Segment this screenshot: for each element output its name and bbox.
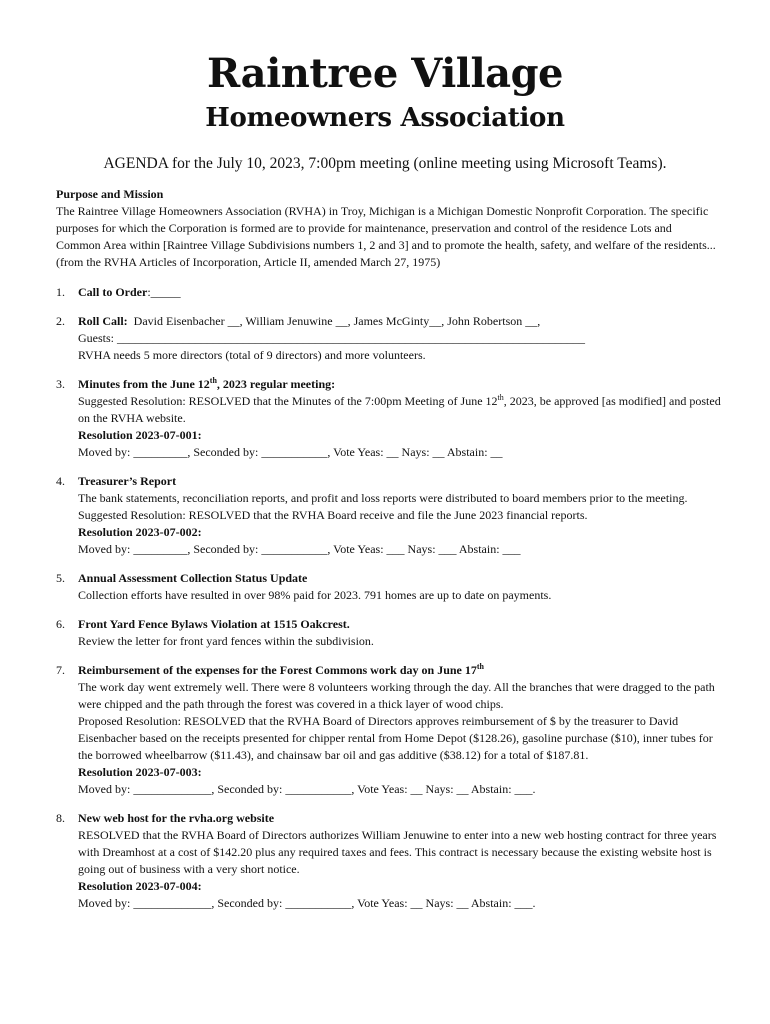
item-text: The work day went extremely well. There were 8 volunteers working through the day. All the branches that were dragged to the path were chipped and the path through the forest was covered in a thick layer of wood chips.: [78, 680, 715, 711]
resolution-label: Resolution 2023-07-004:: [78, 879, 202, 893]
vote-line: Moved by: _________, Seconded by: ___________, Vote Yeas: ___ Nays: ___ Abstain: ___: [78, 542, 521, 556]
agenda-item-reimbursement: [56, 662, 721, 798]
item-text: The bank statements, reconciliation reports, and profit and loss reports were distributed to board members prior to the meeting.: [78, 491, 688, 505]
item-heading: Roll Call:: [78, 314, 128, 328]
item-number: 1.: [56, 285, 65, 299]
roll-call-names: David Eisenbacher __, William Jenuwine __, James McGinty__, John Robertson __,: [127, 314, 541, 328]
purpose-text: The Raintree Village Homeowners Association (RVHA) in Troy, Michigan is a Michigan Domestic Nonprofit Corporation. The specific purposes for which the Corporation is formed are to provide for maintenance, preservation and control of the residence Lots and Common Area within [Raintree Village Subdivisions numbers 1, 2 and 3] and to promote the health, safety, and welfare of the residents... (from the RVHA Articles of Incorporation, Article II, amended March 27, 1975): [56, 204, 716, 269]
item-number: 6.: [56, 617, 65, 631]
resolution-label: Resolution 2023-07-002:: [78, 525, 202, 539]
agenda-item-minutes: [56, 376, 721, 461]
purpose-heading: Purpose and Mission: [56, 187, 164, 201]
agenda-line: AGENDA for the July 10, 2023, 7:00pm meeting (online meeting using Microsoft Teams).: [103, 155, 667, 172]
heading-superscript: th: [476, 662, 484, 671]
item-heading: Front Yard Fence Bylaws Violation at 1515 Oakcrest.: [78, 617, 350, 631]
item-heading: Treasurer’s Report: [78, 474, 177, 488]
item-number: 4.: [56, 474, 65, 488]
agenda-item-assessment-status: [56, 570, 721, 604]
suggested-resolution: Suggested Resolution: RESOLVED that the Minutes of the 7:00pm Meeting of June 12: [78, 394, 498, 408]
item-number: 2.: [56, 314, 65, 328]
heading-superscript: th: [209, 376, 217, 385]
agenda-item-roll-call: [56, 313, 721, 364]
proposed-resolution: Proposed Resolution: RESOLVED that the RVHA Board of Directors approves reimbursement of $ by the treasurer to David Eisenbacher based on the receipts presented for chipper rental from Home Depot ($128.26), gasoline purchase ($10), inner tubes for the borrowed wheelbarrow ($11.43), and chainsaw bar oil and gas additive ($38.12) for a total of $187.81.: [78, 714, 713, 762]
item-heading: Call to Order: [78, 285, 148, 299]
directors-note: RVHA needs 5 more directors (total of 9 directors) and more volunteers.: [78, 348, 426, 362]
resolution-label: Resolution 2023-07-001:: [78, 428, 202, 442]
vote-line: Moved by: _____________, Seconded by: ___________, Vote Yeas: __ Nays: __ Abstain: ___.: [78, 896, 536, 910]
item-text: Collection efforts have resulted in over 98% paid for 2023. 791 homes are up to date on payments.: [78, 588, 552, 602]
agenda-item-web-host: [56, 810, 721, 912]
item-number: 3.: [56, 377, 65, 391]
item-text: RESOLVED that the RVHA Board of Directors authorizes William Jenuwine to enter into a new web hosting contract for three years with Dreamhost at a cost of $142.20 plus any required taxes and fees. This contract is necessary because the existing website host is going out of business with a very short notice.: [78, 828, 717, 876]
suggested-resolution-end: , 2023, be approved [as modified] and posted on the RVHA website.: [78, 394, 721, 425]
suggested-resolution: Suggested Resolution: RESOLVED that the RVHA Board receive and file the June 2023 financial reports.: [78, 508, 588, 522]
document-subtitle: Homeowners Association: [205, 103, 565, 133]
item-number: 8.: [56, 811, 65, 825]
item-heading: Annual Assessment Collection Status Update: [78, 571, 308, 585]
agenda-item-treasurer-report: [56, 473, 721, 558]
item-heading: Reimbursement of the expenses for the Forest Commons work day on June 17: [78, 663, 477, 677]
item-heading: New web host for the rvha.org website: [78, 811, 275, 825]
agenda-item-fence-violation: [56, 616, 721, 650]
document-title: Raintree Village: [207, 50, 563, 97]
item-blank: :_____: [147, 285, 181, 299]
vote-line: Moved by: _____________, Seconded by: ___________, Vote Yeas: __ Nays: __ Abstain: ___.: [78, 782, 536, 796]
item-text: Review the letter for front yard fences within the subdivision.: [78, 634, 374, 648]
item-heading-end: , 2023 regular meeting:: [216, 377, 336, 391]
item-heading: Minutes from the June 12: [78, 377, 210, 391]
purpose-section: [56, 186, 716, 271]
guests-line: Guests: ______________________________________________________________________________: [78, 331, 585, 345]
agenda-item-call-to-order: [56, 284, 721, 301]
item-number: 7.: [56, 663, 65, 677]
item-number: 5.: [56, 571, 65, 585]
agenda-items: [56, 284, 721, 924]
resolution-superscript: th: [497, 393, 504, 402]
vote-line: Moved by: _________, Seconded by: ___________, Vote Yeas: __ Nays: __ Abstain: __: [78, 445, 503, 459]
resolution-label: Resolution 2023-07-003:: [78, 765, 202, 779]
